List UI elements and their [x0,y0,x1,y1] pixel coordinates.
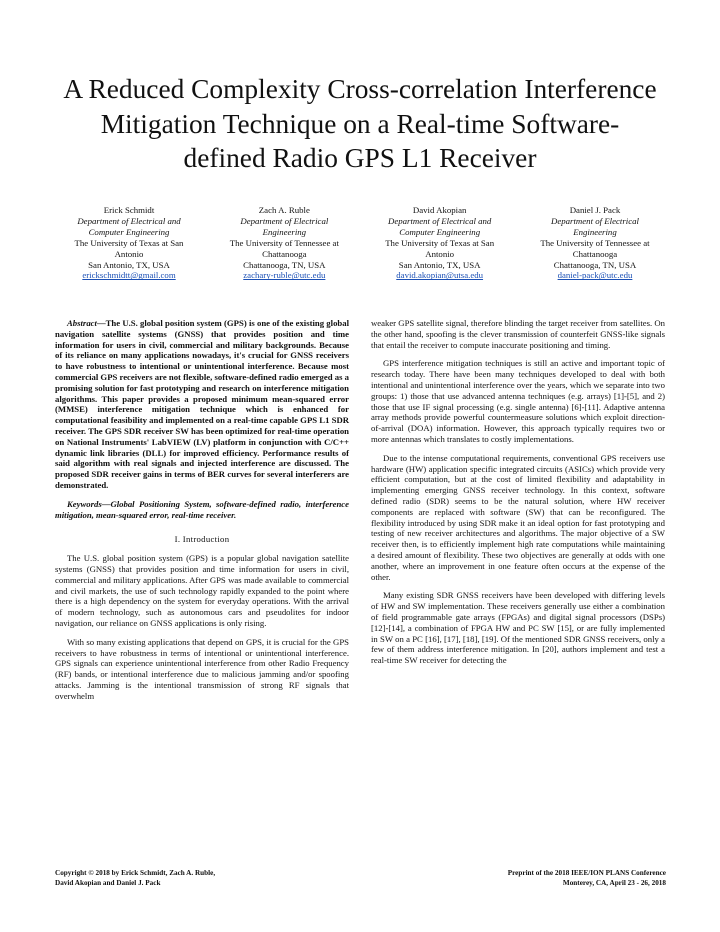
conference-footer [508,869,666,888]
author-university: Antonio [114,248,144,259]
paper-title [40,72,680,176]
body-paragraph: With so many existing applications that depend on GPS, it is crucial for the GPS receivers to have robustness in terms of intentional or unintentional interference. GPS signals can experience unintentional interference from other Radio Frequency (RF) bands, or intentional interference due to malicious jamming and/or spoofing attacks. Jamming is the intentional transmission of strong RF signals that overwhelm [55,636,349,701]
body-paragraph: Due to the intense computational requirements, conventional GPS receivers use hardware (HW) application specific integrated circuits (ASICs) which provide very efficient computation, but at the cost of limited flexibility and adaptability in implementing emerging GNSS receiver technology. In this context, software defined radio (SDR) seems to be the natural solution, where HW receiver components are replaced with software (SW) that can be reconfigured. The flexibility introduced by using SDR make it an ideal option for fast prototyping and testing of new receiver architectures and algorithms. The major objective of a SW receiver then, is to efficiently implement high rate computations while maintaining a desired amount of flexibility. These two objectives are generally at odds with one another, where an improvement in one feature often occurs at the expense of the other. [371,452,665,582]
abstract-lead: Abstract [67,318,97,328]
author-department: Engineering [573,226,617,237]
body-paragraph: The U.S. global position system (GPS) is a popular global navigation satellite systems (GNSS) that provides position and time information for users in civil, commercial and military applications. After GPS was made available to commercial and civil markets, the use of such technology rapidly expanded to the point where there is a high dependency on the system for everyday operations. With the arrival of modern technology, such as autonomous cars and pseudolites for indoor navigation, our reliance on GNSS applications is only rising. [55,553,349,628]
author-block [52,205,672,281]
author-location: San Antonio, TX, USA [398,259,481,270]
author-email-link[interactable]: zachary-ruble@utc.edu [243,270,326,281]
author-department: Computer Engineering [88,226,170,237]
author-department: Department of Electrical and [77,215,181,226]
right-column [371,318,665,674]
author-university: The University of Tennessee at [540,237,650,248]
author-name: Zach A. Ruble [258,205,310,215]
author-department: Department of Electrical [240,215,329,226]
author-university: The University of Texas at San [385,237,495,248]
footer-line: David Akopian and Daniel J. Pack [55,878,161,887]
author-email-link[interactable]: david.akopian@utsa.edu [396,270,484,281]
title-line: A Reduced Complexity Cross-correlation Interference [63,74,657,104]
author-university: Antonio [425,248,455,259]
author-department: Department of Electrical [551,215,639,226]
author-location: San Antonio, TX, USA [88,259,170,270]
footer-line: Monterey, CA, April 23 - 26, 2018 [562,878,666,887]
title-line: defined Radio GPS L1 Receiver [183,143,537,173]
author-schmidt [52,205,206,281]
author-name: Daniel J. Pack [569,205,621,215]
body-paragraph: GPS interference mitigation techniques is still an active and important topic of research today. There have been many techniques developed to deal with both intentional and unintentional interference over the years, which we separate into two groups: 1) those that use advanced antenna techniques (e.g. arrays) [1]-[5], and 2) those that use IF signal processing (e.g. single antenna) [6]-[11]. Adaptive antenna array methods provide powerful countermeasure solutions which exploit direction-of-arrival (DOA) information. However, this approach typically requires two or more antennas which translates to costly implementations. [371,358,665,444]
author-email-link[interactable]: daniel-pack@utc.edu [557,270,633,281]
author-university: The University of Texas at San [74,237,184,248]
body-paragraph: weaker GPS satellite signal, therefore blinding the target receiver from satellites. On the other hand, spoofing is the clever transmission of counterfeit GNSS-like signals that entail the receiver to compute inaccurate positioning and timing. [371,318,665,350]
footer-line: Copyright © 2018 by Erick Schmidt, Zach A. Ruble, [55,869,216,877]
abstract-text: —The U.S. global position system (GPS) is one of the existing global navigation satellite systems (GNSS) that provides position and time information for users in civil, commercial and military backgrounds. Because of its reliance on many applications nowadays, it's crucial for GNSS receivers to have robustness to intentional or unintentional interference. Because most commercial GPS receivers are not flexible, software-defined radio emerged as a promising solution for fast prototyping and research on interference mitigation algorithms. This paper provides a proposed minimum mean-squared error (MMSE) interference mitigation technique which is enhanced for computational feasibility and implemented on a real-time capable GPS L1 SDR receiver. The GPS SDR receiver SW has been optimized for real-time operation on National Instruments' LabVIEW (LV) platform in conjunction with C/C++ dynamic link libraries (DLL) for improved efficiency. Performance results of said algorithm with real signals and injected interference are discussed. The proposed SDR receiver gains in terms of BER curves for several interferers are demonstrated. [55,318,349,490]
author-department: Computer Engineering [399,226,481,237]
section-heading-introduction: I. Introduction [174,534,230,545]
author-akopian [363,205,517,281]
abstract [55,318,349,491]
author-location: Chattanooga, TN, USA [243,259,326,270]
author-university: Chattanooga [572,248,618,259]
author-pack [518,205,672,281]
footer-line: Preprint of the 2018 IEEE/ION PLANS Conference [507,869,666,877]
left-column [55,318,349,710]
title-line: Mitigation Technique on a Real-time Software- [100,108,620,139]
author-name: David Akopian [412,205,467,215]
author-department: Department of Electrical and [387,215,492,226]
keywords: Keywords—Global Positioning System, software-defined radio, interference mitigation, mean-squared error, real-time receiver. [55,498,349,520]
author-department: Engineering [262,226,307,237]
author-name: Erick Schmidt [103,205,155,215]
copyright-footer [55,869,215,888]
author-university: Chattanooga [262,248,307,259]
author-location: Chattanooga, TN, USA [553,259,637,270]
body-paragraph: Many existing SDR GNSS receivers have been developed with differing levels of HW and SW implementation. These receivers generally use either a combination of field programmable gate arrays (FPGAs) and digital signal processors (DSPs) [12]-[14], a combination of FPGA HW and PC SW [15], or are fully implemented in SW on a PC [16], [17], [18], [19]. Of the mentioned SDR GNSS receivers, only a few of them address interference mitigation. In [20], authors implement and test a real-time SW receiver for detecting the [371,590,665,666]
author-university: The University of Tennessee at [229,237,339,248]
author-ruble [207,205,361,281]
author-email-link[interactable]: erickschmidtt@gmail.com [82,270,176,281]
